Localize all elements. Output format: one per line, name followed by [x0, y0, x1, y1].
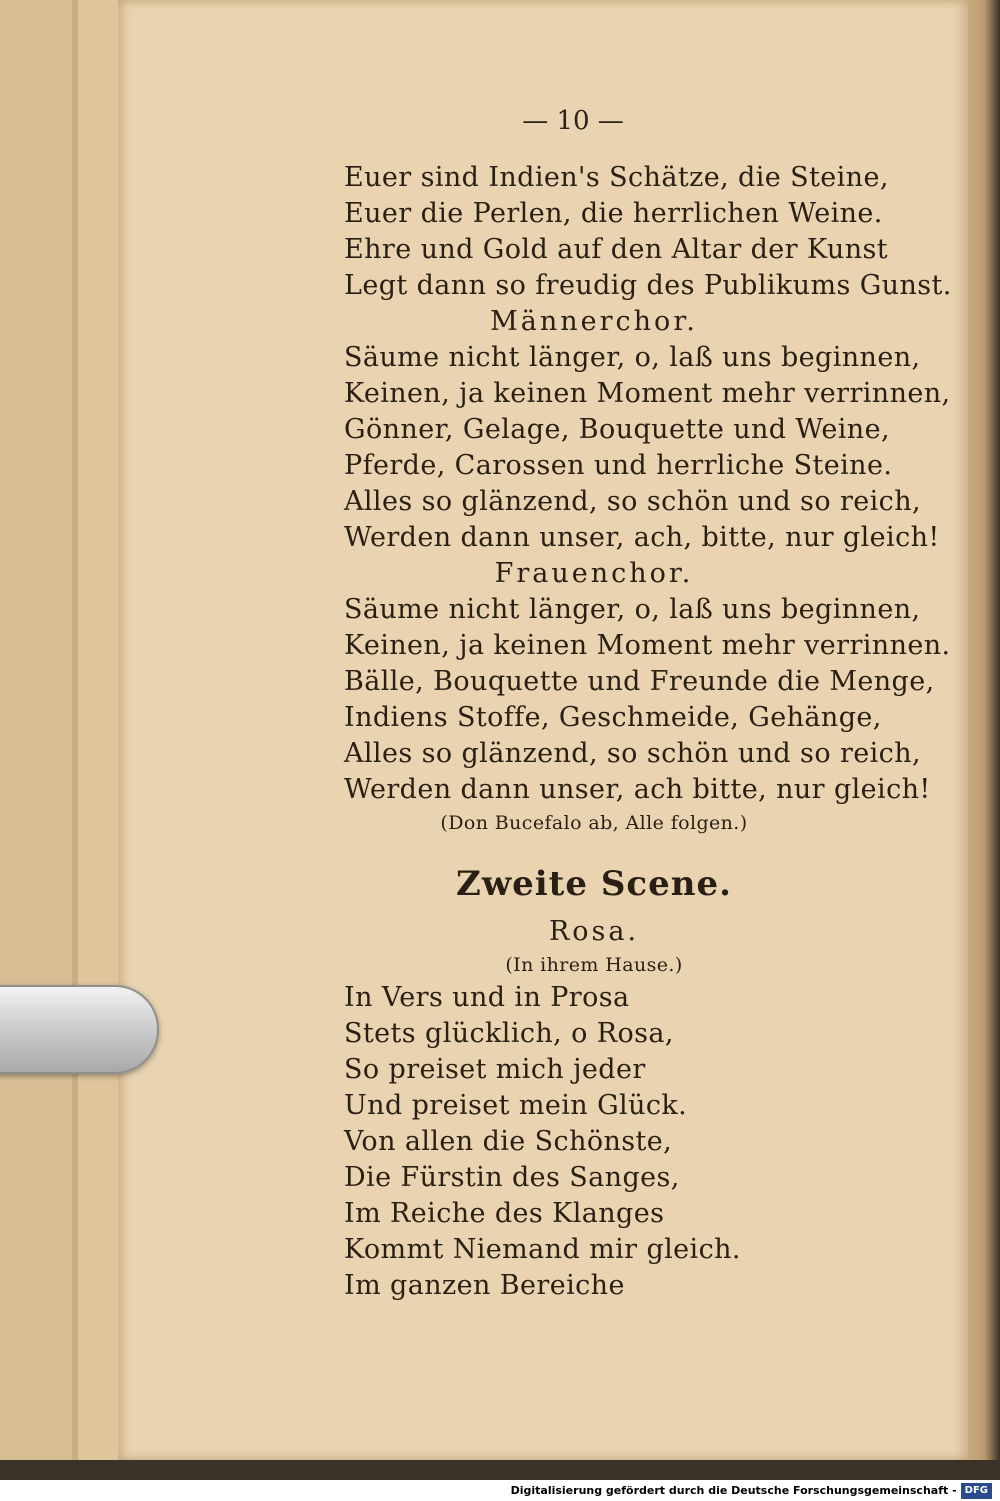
- text-line: Indiens Stoffe, Geschmeide, Gehänge,: [344, 702, 882, 733]
- verse-line: So preiset mich jeder: [344, 1054, 646, 1085]
- verse-line: Und preiset mein Glück.: [344, 1090, 688, 1121]
- verse-line: Kommt Niemand mir gleich.: [344, 1234, 741, 1265]
- text-line: Legt dann so freudig des Publikums Gunst.: [344, 270, 952, 301]
- page-text: [344, 160, 952, 1304]
- upper-lines: [344, 160, 952, 838]
- text-line: Alles so glänzend, so schön und so reich,: [344, 738, 921, 769]
- text-line: Säume nicht länger, o, laß uns beginnen,: [344, 594, 921, 625]
- leaf-edge: [0, 0, 72, 1470]
- text-line: Euer die Perlen, die herrlichen Weine.: [344, 198, 883, 229]
- text-line: Werden dann unser, ach bitte, nur gleich!: [344, 774, 931, 805]
- verse-line: Im Reiche des Klanges: [344, 1198, 665, 1229]
- text-line: Pferde, Carossen und herrliche Steine.: [344, 450, 893, 481]
- text-line: Alles so glänzend, so schön und so reich,: [344, 486, 921, 517]
- stage-direction: (Don Bucefalo ab, Alle folgen.): [440, 812, 748, 834]
- speaker-label: Frauenchor.: [494, 558, 694, 589]
- text-line: Gönner, Gelage, Bouquette und Weine,: [344, 414, 890, 445]
- text-line: Werden dann unser, ach, bitte, nur gleich!: [344, 522, 940, 553]
- leaf-edge: [78, 0, 118, 1470]
- text-line: Bälle, Bouquette und Freunde die Menge,: [344, 666, 935, 697]
- speaker-label: Rosa.: [548, 916, 640, 947]
- text-line: Säume nicht länger, o, laß uns beginnen,: [344, 342, 921, 373]
- text-line: Keinen, ja keinen Moment mehr verrinnen.: [344, 630, 951, 661]
- scan-bottom-edge: [0, 1460, 1000, 1480]
- verse-line: Stets glücklich, o Rosa,: [344, 1018, 674, 1049]
- page-number: — 10 —: [522, 106, 624, 136]
- verse-line: Die Fürstin des Sanges,: [344, 1162, 680, 1193]
- scene-title: Zweite Scene.: [456, 864, 732, 904]
- footer-text: Digitalisierung gefördert durch die Deutsche Forschungsgemeinschaft -: [510, 1484, 957, 1497]
- verse-line: In Vers und in Prosa: [344, 982, 630, 1013]
- page-holder-clip: [0, 985, 159, 1074]
- verse-line: Von allen die Schönste,: [344, 1126, 673, 1157]
- text-line: Euer sind Indien's Schätze, die Steine,: [344, 162, 889, 193]
- text-line: Keinen, ja keinen Moment mehr verrinnen,: [344, 378, 951, 409]
- stage-direction: (In ihrem Hause.): [505, 954, 683, 976]
- verse-line: Im ganzen Bereiche: [344, 1270, 625, 1301]
- speaker-label: Männerchor.: [490, 306, 698, 337]
- digitization-footer: [0, 1480, 1000, 1501]
- text-line: Ehre und Gold auf den Altar der Kunst: [344, 234, 889, 265]
- dfg-logo: DFG: [961, 1483, 992, 1499]
